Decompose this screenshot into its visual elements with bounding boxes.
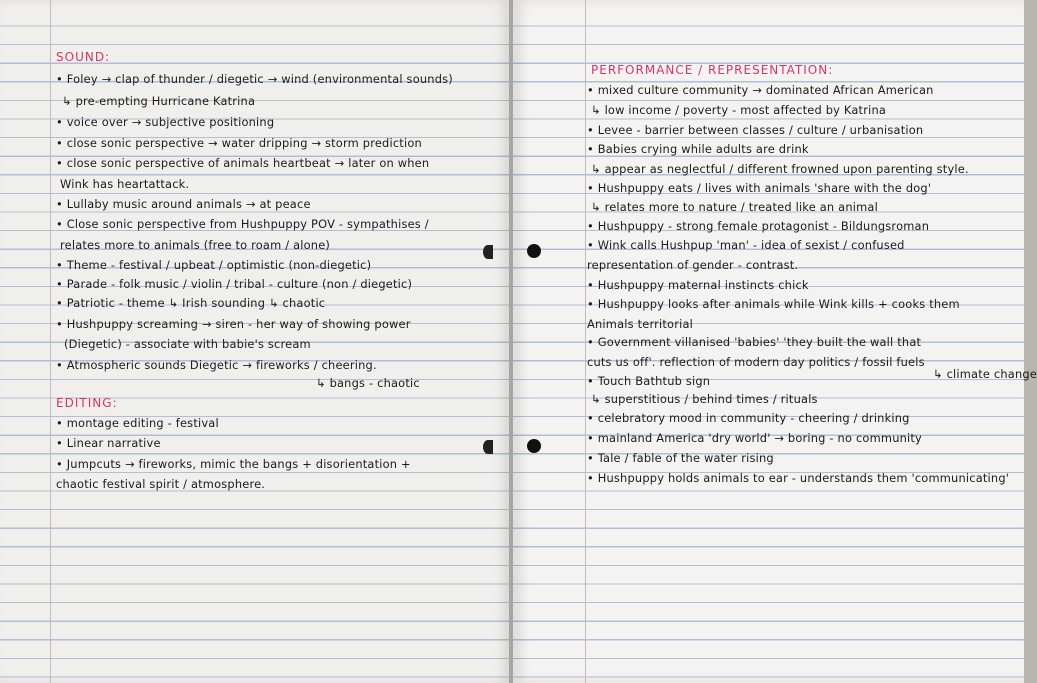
punch-hole-top-right bbox=[527, 244, 541, 258]
left-margin-line bbox=[50, 0, 51, 683]
editing-heading: EDITING: bbox=[56, 396, 118, 410]
sound-line: • Theme - festival / upbeat / optimistic (non-diegetic) bbox=[56, 258, 372, 272]
performance-line: • Touch Bathtub sign bbox=[587, 374, 711, 388]
performance-heading: PERFORMANCE / REPRESENTATION: bbox=[591, 63, 834, 77]
sound-line: • Atmospheric sounds Diegetic → fireworks / cheering. bbox=[56, 358, 377, 372]
performance-line: representation of gender - contrast. bbox=[587, 258, 799, 272]
punch-hole-bottom-right bbox=[527, 439, 541, 453]
performance-line: • Hushpuppy maternal instincts chick bbox=[587, 278, 809, 292]
performance-line: • Government villanised 'babies' 'they built the wall that bbox=[587, 335, 922, 349]
sound-line: • Hushpuppy screaming → siren - her way of showing power bbox=[56, 317, 411, 331]
performance-line: Animals territorial bbox=[587, 317, 694, 331]
sound-line: • Parade - folk music / violin / tribal - culture (non / diegetic) bbox=[56, 277, 413, 291]
sound-line: • Patriotic - theme ↳ Irish sounding ↳ chaotic bbox=[56, 296, 326, 310]
climate-change-note: ↳ climate change bbox=[933, 367, 1037, 381]
right-notebook-page bbox=[513, 0, 1037, 683]
sound-line: • voice over → subjective positioning bbox=[56, 115, 275, 129]
sound-line: (Diegetic) - associate with babie's scream bbox=[64, 337, 311, 351]
performance-line: ↳ appear as neglectful / different frowned upon parenting style. bbox=[591, 162, 969, 176]
editing-line: • montage editing - festival bbox=[56, 416, 219, 430]
sound-line: relates more to animals (free to roam / alone) bbox=[60, 238, 331, 252]
performance-line: • mainland America 'dry world' → boring - no community bbox=[587, 431, 922, 445]
right-margin-line bbox=[585, 0, 586, 683]
performance-line: • mixed culture community → dominated African American bbox=[587, 83, 934, 97]
sound-line: • Lullaby music around animals → at peace bbox=[56, 197, 311, 211]
performance-line: • Babies crying while adults are drink bbox=[587, 142, 809, 156]
performance-line: • Hushpuppy holds animals to ear - understands them 'communicating' bbox=[587, 471, 1010, 485]
sound-line: ↳ bangs - chaotic bbox=[316, 376, 420, 390]
performance-line: cuts us off'. reflection of modern day politics / fossil fuels bbox=[587, 355, 925, 369]
performance-line: • Hushpuppy - strong female protagonist - Bildungsroman bbox=[587, 219, 930, 233]
performance-line: • celebratory mood in community - cheering / drinking bbox=[587, 411, 910, 425]
editing-line: chaotic festival spirit / atmosphere. bbox=[56, 477, 266, 491]
punch-hole-bottom-left bbox=[483, 440, 493, 454]
performance-line: • Wink calls Hushpup 'man' - idea of sexist / confused bbox=[587, 238, 905, 252]
punch-hole-top-left bbox=[483, 245, 493, 259]
editing-line: • Linear narrative bbox=[56, 436, 161, 450]
sound-line: • close sonic perspective of animals heartbeat → later on when bbox=[56, 156, 430, 170]
editing-line: • Jumpcuts → fireworks, mimic the bangs + disorientation + bbox=[56, 457, 411, 471]
sound-line: • Foley → clap of thunder / diegetic → wind (environmental sounds) bbox=[56, 72, 453, 86]
performance-line: • Hushpuppy looks after animals while Wink kills + cooks them bbox=[587, 297, 960, 311]
performance-line: • Hushpuppy eats / lives with animals 'share with the dog' bbox=[587, 181, 932, 195]
performance-line: • Levee - barrier between classes / culture / urbanisation bbox=[587, 123, 924, 137]
left-notebook-page bbox=[0, 0, 509, 683]
sound-line: • Close sonic perspective from Hushpuppy POV - sympathises / bbox=[56, 217, 429, 231]
performance-line: ↳ relates more to nature / treated like an animal bbox=[591, 200, 878, 214]
performance-line: ↳ superstitious / behind times / rituals bbox=[591, 392, 818, 406]
sound-line: • close sonic perspective → water dripping → storm prediction bbox=[56, 136, 422, 150]
performance-line: • Tale / fable of the water rising bbox=[587, 451, 774, 465]
sound-line: Wink has heartattack. bbox=[60, 177, 190, 191]
sound-heading: SOUND: bbox=[56, 50, 111, 64]
performance-line: ↳ low income / poverty - most affected by Katrina bbox=[591, 103, 887, 117]
sound-line: ↳ pre-empting Hurricane Katrina bbox=[62, 94, 256, 108]
